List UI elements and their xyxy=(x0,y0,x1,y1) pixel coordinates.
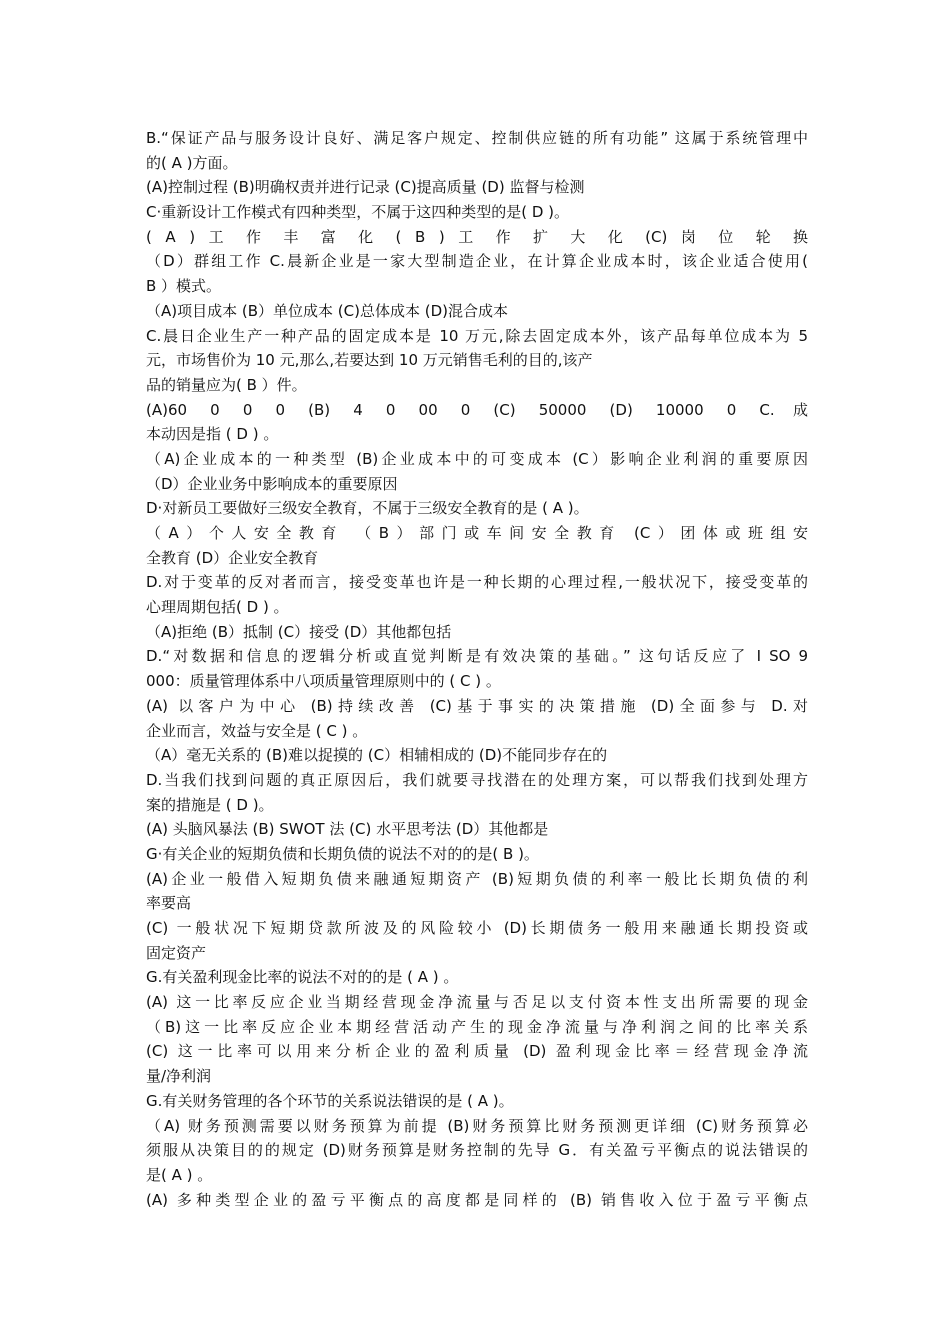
text-line: （A）个人安全教育 （B）部门或车间安全教育 (C）团体或班组安 xyxy=(146,524,808,542)
text-line: D.当我们找到问题的真正原因后，我们就要寻找潜在的处理方案，可以帮我们找到处理方 xyxy=(146,770,808,789)
text-line: (A) 头脑风暴法 (B) SWOT 法 (C) 水平思考法 (D）其他都是 xyxy=(146,820,549,839)
text-line: 元，市场售价为 10 元,那么,若要达到 10 万元销售毛利的目的,该产 xyxy=(146,351,593,370)
text-line: B.“保证产品与服务设计良好、满足客户规定、控制供应链的所有功能” 这属于系统管理中 xyxy=(146,129,808,147)
text-line: 是( A ) 。 xyxy=(146,1165,213,1184)
text-line: 固定资产 xyxy=(146,943,207,962)
text-line: 心理周期包括( D ) 。 xyxy=(146,598,289,617)
text-line: (A)60 0 0 0 (B) 4 0 00 0 (C) 50000 (D) 10000 0 C.成 xyxy=(146,400,808,419)
text-line: (A) 多种类型企业的盈亏平衡点的高度都是同样的 (B) 销售收入位于盈亏平衡点 xyxy=(146,1190,808,1209)
text-line: C·重新设计工作模式有四种类型，不属于这四种类型的是( D )。 xyxy=(146,203,570,222)
text-line: (A) 这一比率反应企业当期经营现金净流量与否足以支付资本性支出所需要的现金 xyxy=(146,993,808,1012)
text-line: 须服从决策目的的规定 (D)财务预算是财务控制的先导 G．有关盈亏平衡点的说法错误的 xyxy=(146,1141,808,1160)
text-line: ( A ) 工 作 丰 富 化 ( B ) 工 作 扩 大 化 (C) 岗 位 轮 换 xyxy=(146,227,808,246)
text-line: 品的销量应为( B ）件。 xyxy=(146,375,307,394)
text-line: （A）毫无关系的 (B)难以捉摸的 (C）相辅相成的 (D)不能同步存在的 xyxy=(146,746,608,765)
text-line: (A)控制过程 (B)明确权责并进行记录 (C)提高质量 (D) 监督与检测 xyxy=(146,178,585,197)
text-line: （A) 财务预测需要以财务预算为前提 (B)财务预算比财务预测更详细 (C)财务预算必 xyxy=(146,1116,808,1135)
text-line: (A) 以客户为中心 (B)持续改善 (C)基于事实的决策措施 (D)全面参与 D.对 xyxy=(146,696,808,715)
text-line: （D）群组工作 C.晨新企业是一家大型制造企业，在计算企业成本时，该企业适合使用( xyxy=(146,252,808,271)
text-line: B ）模式。 xyxy=(146,277,222,296)
text-line: （A)项目成本 (B）单位成本 (C)总体成本 (D)混合成本 xyxy=(146,301,508,320)
text-line: （B)这一比率反应企业本期经营活动产生的现金净流量与净利润之间的比率关系 xyxy=(146,1017,808,1036)
text-line: D·对新员工要做好三级安全教育，不属于三级安全教育的是 ( A )。 xyxy=(146,499,589,518)
text-line: （A)企业成本的一种类型 (B)企业成本中的可变成本 (C）影响企业利润的重要原因 xyxy=(146,449,808,468)
text-line: 全教育 (D）企业安全教育 xyxy=(146,548,319,567)
text-line: (C) 这一比率可以用来分析企业的盈利质量 (D) 盈利现金比率＝经营现金净流 xyxy=(146,1042,808,1061)
text-line: C.晨日企业生产一种产品的固定成本是 10 万元,除去固定成本外，该产品每单位成本为 5 xyxy=(146,326,808,345)
text-line: G.有关财务管理的各个环节的关系说法错误的是 ( A )。 xyxy=(146,1091,514,1110)
text-line: （D）企业业务中影响成本的重要原因 xyxy=(146,474,398,493)
text-line: G.有关盈利现金比率的说法不对的的是 ( A ) 。 xyxy=(146,968,459,987)
text-line: D.“对数据和信息的逻辑分析或直觉判断是有效决策的基础。” 这句话反应了 I SO 9 xyxy=(146,647,808,666)
text-line: (C) 一般状况下短期贷款所波及的风险较小 (D)长期债务一般用来融通长期投资或 xyxy=(146,919,808,937)
text-line: 000：质量管理体系中八项质量管理原则中的 ( C ) 。 xyxy=(146,672,501,691)
text-line: 企业而言，效益与安全是 ( C ) 。 xyxy=(146,721,368,740)
text-line: 率要高 xyxy=(146,894,192,913)
text-line: D.对于变革的反对者而言，接受变革也许是一种长期的心理过程,一般状况下，接受变革的 xyxy=(146,573,808,592)
text-line: （A)拒绝 (B）抵制 (C）接受 (D）其他都包括 xyxy=(146,622,452,641)
text-line: 本动因是指 ( D ) 。 xyxy=(146,425,279,444)
text-line: 量/净利润 xyxy=(146,1067,212,1086)
text-line: G·有关企业的短期负债和长期负债的说法不对的的是( B )。 xyxy=(146,844,539,863)
document-page xyxy=(146,126,808,1212)
text-line: 的( A )方面。 xyxy=(146,153,238,172)
text-line: 案的措施是 ( D )。 xyxy=(146,795,274,814)
text-line: (A)企业一般借入短期负债来融通短期资产 (B)短期负债的利率一般比长期负债的利 xyxy=(146,869,808,888)
